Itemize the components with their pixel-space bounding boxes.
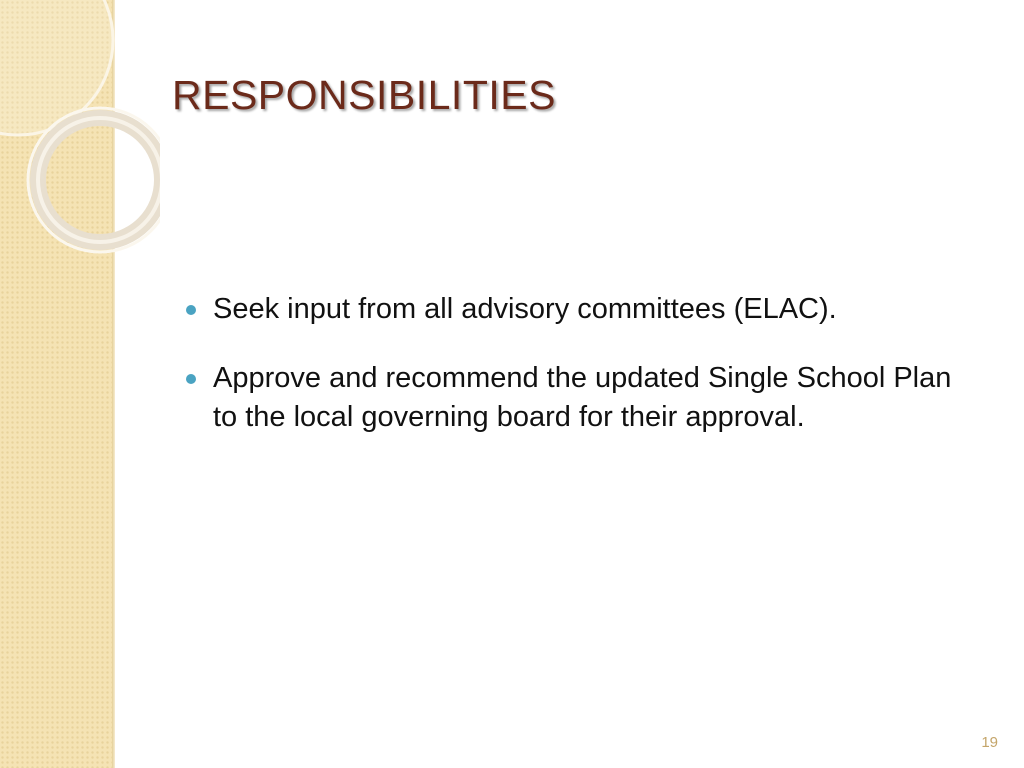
bullet-dot-icon <box>186 305 196 315</box>
bullet-item <box>186 290 966 329</box>
bullet-text: Seek input from all advisory committees (ELAC). <box>213 293 837 325</box>
slide-title: RESPONSIBILITIES <box>172 72 556 118</box>
bullet-text: Approve and recommend the updated Single School Plan to the local governing board for their approval. <box>213 362 952 433</box>
thick-ring-highlight <box>38 118 160 242</box>
page-number: 19 <box>981 734 998 751</box>
bullet-item <box>186 359 966 437</box>
decorative-rings <box>0 0 160 260</box>
bullet-dot-icon <box>186 374 196 384</box>
bullet-list <box>186 290 966 467</box>
